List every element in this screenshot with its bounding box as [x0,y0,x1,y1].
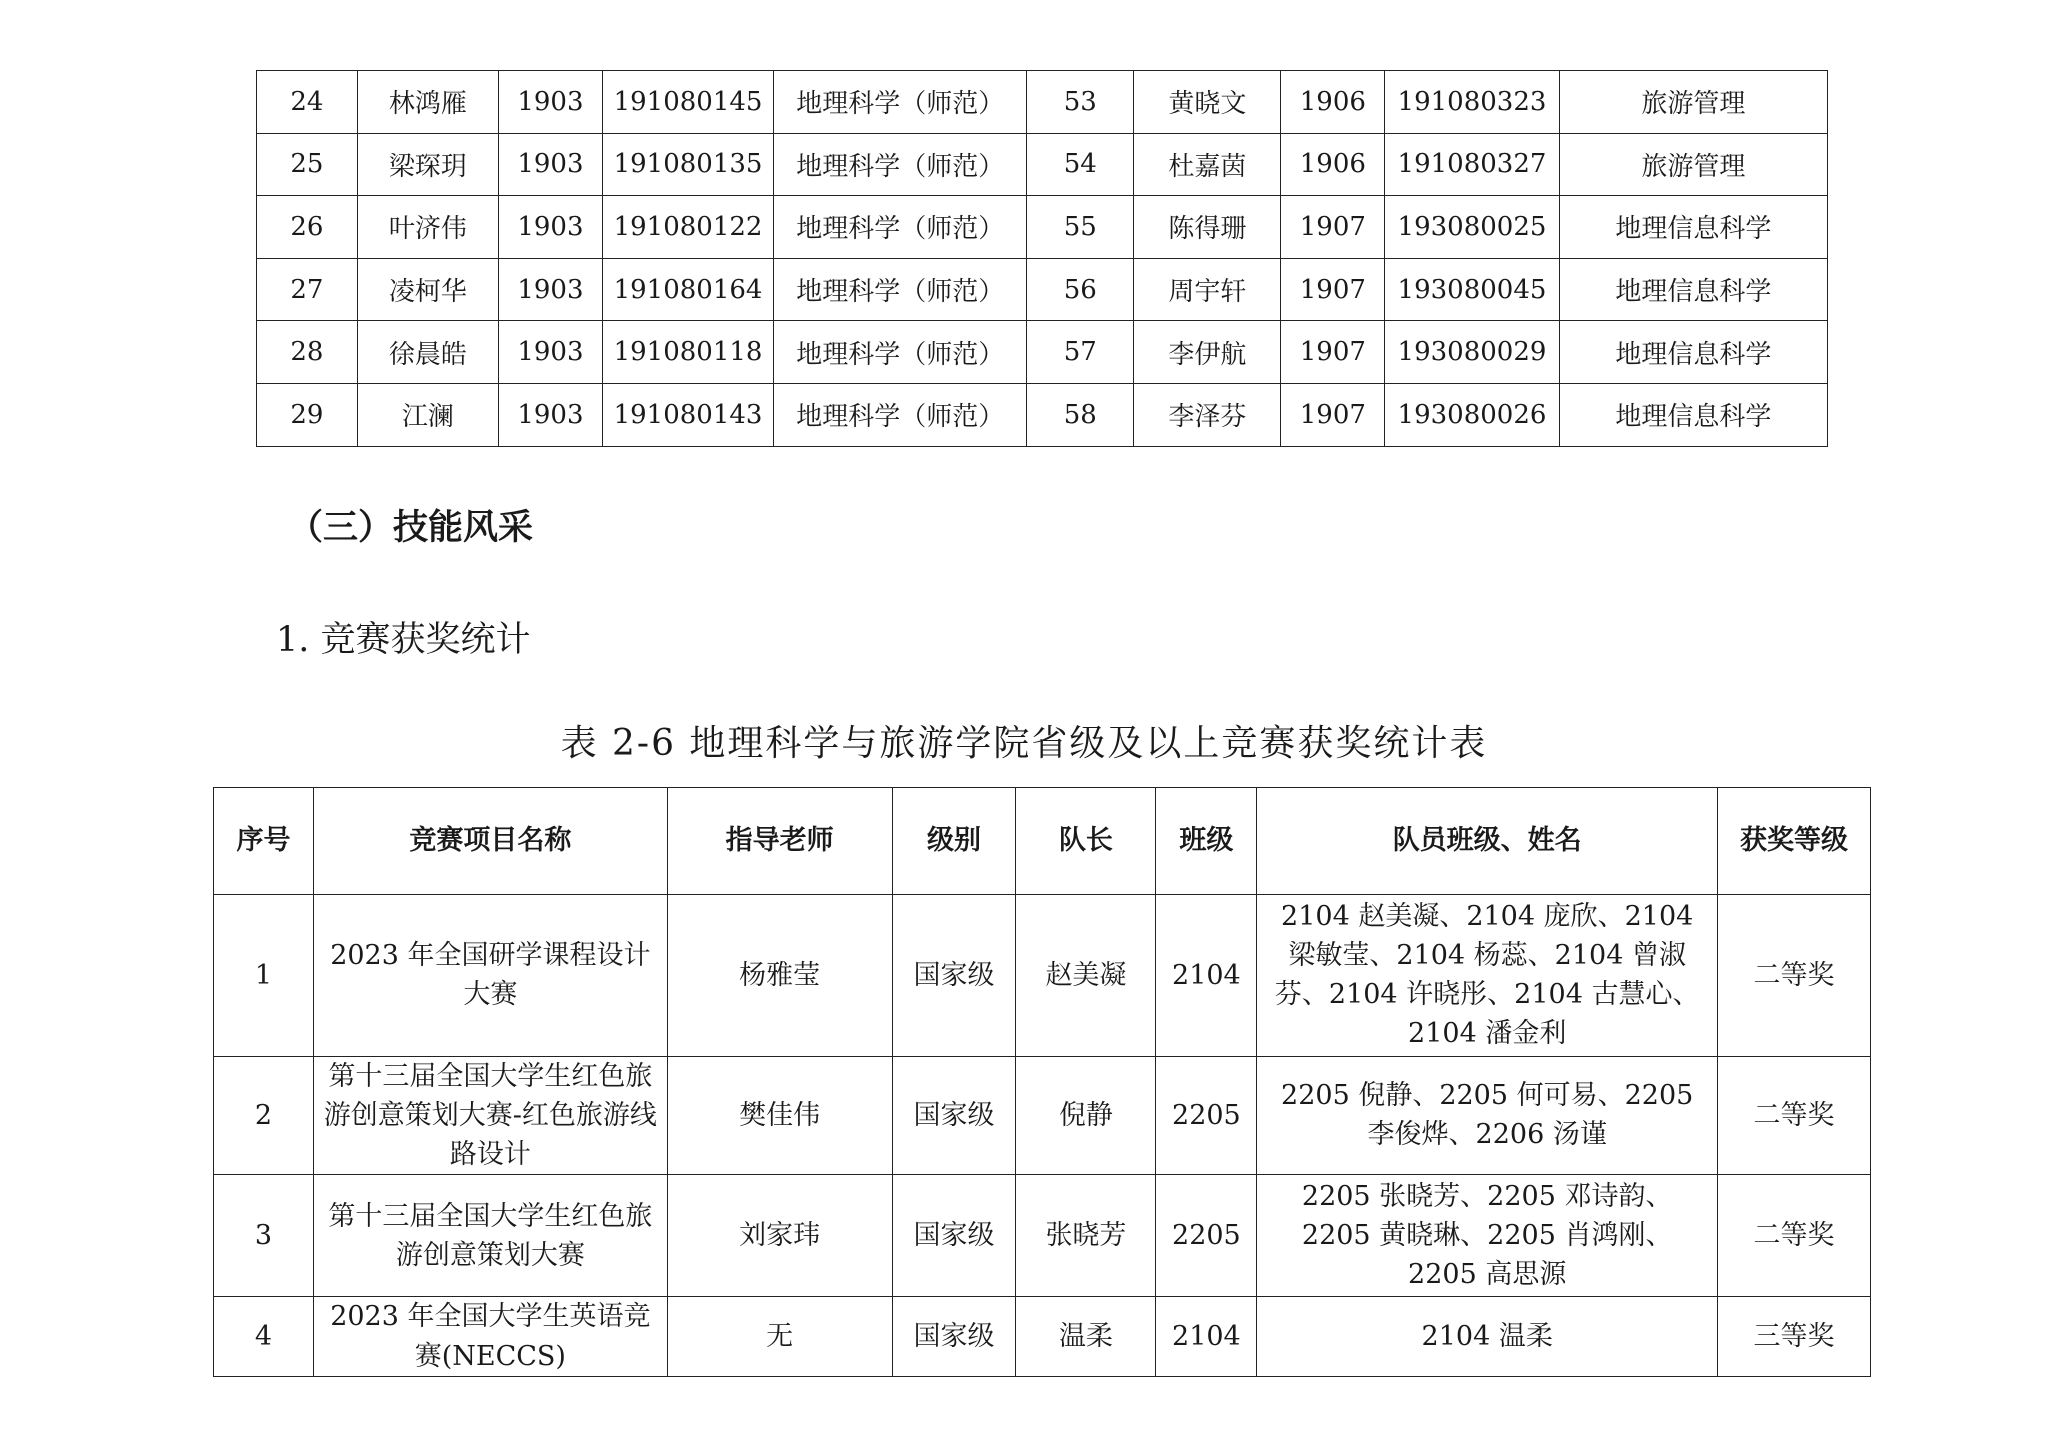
table-cell: 地理科学（师范） [774,258,1027,321]
column-header: 队员班级、姓名 [1257,788,1718,895]
table-cell: 29 [257,383,358,446]
table-cell: 李泽芬 [1134,383,1281,446]
awards-header-row [214,788,1871,895]
table-cell: 樊佳伟 [667,1056,892,1174]
table-cell: 191080327 [1385,133,1559,196]
table-cell: 1 [214,895,314,1057]
column-header: 队长 [1016,788,1156,895]
table-cell: 旅游管理 [1559,71,1827,134]
table-cell: 193080025 [1385,196,1559,259]
table-cell: 191080164 [602,258,773,321]
table-cell: 1907 [1281,258,1385,321]
table-cell: 2023 年全国研学课程设计大赛 [313,895,667,1057]
student-list-table [256,70,1828,447]
table-cell: 1907 [1281,383,1385,446]
table-cell: 2205 [1156,1174,1257,1296]
table-cell: 杜嘉茵 [1134,133,1281,196]
table-cell: 54 [1027,133,1134,196]
table-cell: 地理科学（师范） [774,196,1027,259]
table-cell: 191080323 [1385,71,1559,134]
table-cell: 陈得珊 [1134,196,1281,259]
table-cell: 25 [257,133,358,196]
table-cell: 191080143 [602,383,773,446]
table-cell: 二等奖 [1718,895,1871,1057]
table-cell: 193080026 [1385,383,1559,446]
table-cell: 2104 [1156,895,1257,1057]
column-header: 指导老师 [667,788,892,895]
table-cell: 191080118 [602,321,773,384]
table-row [214,1297,1871,1376]
table-cell: 1903 [498,133,602,196]
table-cell: 58 [1027,383,1134,446]
table-cell: 2104 赵美凝、2104 庞欣、2104 梁敏莹、2104 杨蕊、2104 曾淑芬、2104 许晓彤、2104 古慧心、2104 潘金利 [1257,895,1718,1057]
table-cell: 2104 [1156,1297,1257,1376]
table-cell: 1903 [498,383,602,446]
table-cell: 第十三届全国大学生红色旅游创意策划大赛 [313,1174,667,1296]
table-cell: 28 [257,321,358,384]
table-cell: 191080122 [602,196,773,259]
column-header: 序号 [214,788,314,895]
table-cell: 地理科学（师范） [774,321,1027,384]
table-cell: 无 [667,1297,892,1376]
table-cell: 3 [214,1174,314,1296]
table-row [257,71,1828,134]
table-cell: 二等奖 [1718,1056,1871,1174]
table-cell: 第十三届全国大学生红色旅游创意策划大赛-红色旅游线路设计 [313,1056,667,1174]
table-cell: 1907 [1281,321,1385,384]
column-header: 竞赛项目名称 [313,788,667,895]
table-cell: 191080135 [602,133,773,196]
table-cell: 191080145 [602,71,773,134]
table-cell: 24 [257,71,358,134]
table-cell: 梁琛玥 [357,133,498,196]
table-cell: 1903 [498,258,602,321]
table-cell: 56 [1027,258,1134,321]
table-row [257,321,1828,384]
table-cell: 55 [1027,196,1134,259]
column-header: 级别 [892,788,1016,895]
table-cell: 1906 [1281,71,1385,134]
table-cell: 周宇轩 [1134,258,1281,321]
awards-table [213,787,1871,1377]
table-cell: 地理科学（师范） [774,71,1027,134]
table-cell: 2 [214,1056,314,1174]
table-cell: 国家级 [892,1297,1016,1376]
sub-heading: 1. 竞赛获奖统计 [276,620,531,660]
table-cell: 江澜 [357,383,498,446]
table-cell: 林鸿雁 [357,71,498,134]
table-row [257,258,1828,321]
table-row [214,1174,1871,1296]
table-cell: 地理科学（师范） [774,133,1027,196]
table-cell: 国家级 [892,1174,1016,1296]
table-cell: 1903 [498,71,602,134]
table-cell: 2205 倪静、2205 何可易、2205 李俊烨、2206 汤谨 [1257,1056,1718,1174]
table-caption: 表 2-6 地理科学与旅游学院省级及以上竞赛获奖统计表 [560,723,1488,764]
table-row [257,196,1828,259]
table-cell: 李伊航 [1134,321,1281,384]
table-cell: 徐晨皓 [357,321,498,384]
table-cell: 1903 [498,196,602,259]
table-cell: 二等奖 [1718,1174,1871,1296]
table-cell: 1903 [498,321,602,384]
table-cell: 黄晓文 [1134,71,1281,134]
table-cell: 53 [1027,71,1134,134]
table-cell: 张晓芳 [1016,1174,1156,1296]
table-cell: 57 [1027,321,1134,384]
table-row [214,895,1871,1057]
table-cell: 1906 [1281,133,1385,196]
table-row [257,133,1828,196]
table-cell: 1907 [1281,196,1385,259]
table-cell: 温柔 [1016,1297,1156,1376]
table-cell: 193080029 [1385,321,1559,384]
table-cell: 凌柯华 [357,258,498,321]
table-cell: 2023 年全国大学生英语竞赛(NECCS) [313,1297,667,1376]
table-row [214,1056,1871,1174]
table-cell: 地理信息科学 [1559,196,1827,259]
table-cell: 国家级 [892,1056,1016,1174]
table-cell: 地理信息科学 [1559,258,1827,321]
table-cell: 杨雅莹 [667,895,892,1057]
table-cell: 地理信息科学 [1559,383,1827,446]
table-cell: 193080045 [1385,258,1559,321]
table-cell: 国家级 [892,895,1016,1057]
table-cell: 2205 [1156,1056,1257,1174]
section-heading: （三）技能风采 [288,507,534,548]
table-cell: 4 [214,1297,314,1376]
table-cell: 叶济伟 [357,196,498,259]
table-cell: 26 [257,196,358,259]
table-cell: 赵美凝 [1016,895,1156,1057]
table-cell: 2205 张晓芳、2205 邓诗韵、2205 黄晓琳、2205 肖鸿刚、2205 高思源 [1257,1174,1718,1296]
table-cell: 三等奖 [1718,1297,1871,1376]
table-cell: 地理信息科学 [1559,321,1827,384]
column-header: 获奖等级 [1718,788,1871,895]
table-cell: 倪静 [1016,1056,1156,1174]
table-cell: 旅游管理 [1559,133,1827,196]
table-cell: 27 [257,258,358,321]
table-cell: 刘家玮 [667,1174,892,1296]
table-row [257,383,1828,446]
table-cell: 地理科学（师范） [774,383,1027,446]
table-cell: 2104 温柔 [1257,1297,1718,1376]
column-header: 班级 [1156,788,1257,895]
